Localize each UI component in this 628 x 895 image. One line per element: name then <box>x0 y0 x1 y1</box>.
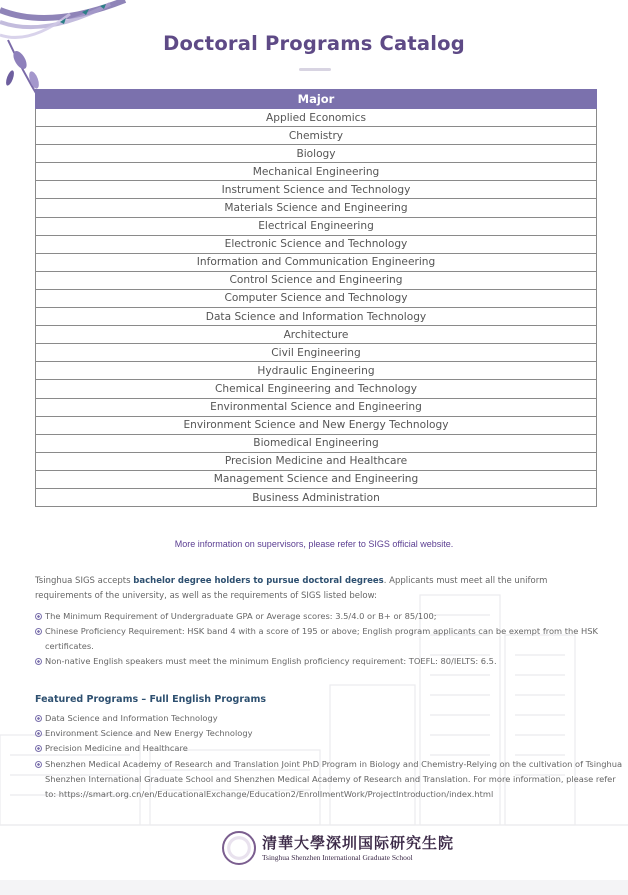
requirement-item: The Minimum Requirement of Undergraduate GPA or Average scores: 3.5/4.0 or B+ or 85/100; <box>35 609 605 624</box>
table-row: Environment Science and New Energy Technology <box>36 416 597 434</box>
university-seal-icon <box>222 831 256 865</box>
page-bottom-band <box>0 880 628 895</box>
supervisor-info-link[interactable]: More information on supervisors, please refer to SIGS official website. <box>174 539 454 549</box>
intro-paragraph <box>35 574 603 604</box>
table-row: Architecture <box>36 326 597 344</box>
table-row: Precision Medicine and Healthcare <box>36 452 597 470</box>
intro-text-before: Tsinghua SIGS accepts <box>35 576 134 586</box>
table-row: Materials Science and Engineering <box>36 199 597 217</box>
featured-item: Precision Medicine and Healthcare <box>35 741 623 756</box>
table-row: Computer Science and Technology <box>36 289 597 307</box>
featured-programs-heading: Featured Programs – Full English Programs <box>35 694 267 705</box>
requirements-list <box>35 609 605 669</box>
table-row: Electrical Engineering <box>36 217 597 235</box>
table-row: Data Science and Information Technology <box>36 308 597 326</box>
table-row: Instrument Science and Technology <box>36 181 597 199</box>
featured-item: Shenzhen Medical Academy of Research and Translation Joint PhD Program in Biology and Chemistry-Relying on the cultivation of Tsinghua Shenzhen International Graduate School and Shenzhen Medical Academy of Research and Translation. For more information, please refer to: https://smart.org.cn/en/EducationalExchange/Education2/EnrollmentWork/ProjectIntroduction/index.html <box>35 757 623 803</box>
logo-english-name: Tsinghua Shenzhen International Graduate School <box>262 853 413 862</box>
requirement-item: Non-native English speakers must meet the minimum English proficiency requirement: TOEFL: 80/IELTS: 6.5. <box>35 654 605 669</box>
table-row: Information and Communication Engineering <box>36 253 597 271</box>
tsinghua-sigs-logo <box>222 829 455 867</box>
intro-highlight: bachelor degree holders to pursue doctoral degrees <box>133 576 384 586</box>
table-row: Management Science and Engineering <box>36 470 597 488</box>
title-divider <box>299 68 331 71</box>
table-row: Electronic Science and Technology <box>36 235 597 253</box>
table-row: Business Administration <box>36 488 597 506</box>
table-row: Biomedical Engineering <box>36 434 597 452</box>
table-header-major: Major <box>36 90 597 109</box>
page-title: Doctoral Programs Catalog <box>163 32 465 55</box>
table-row: Mechanical Engineering <box>36 163 597 181</box>
intro-text-after: . Applicants must meet all the uniform requirements of the university, as well as the requirements of SIGS listed below: <box>35 576 548 601</box>
requirement-item: Chinese Proficiency Requirement: HSK band 4 with a score of 195 or above; English program applicants can be exempt from the HSK certificates. <box>35 624 605 654</box>
table-row: Control Science and Engineering <box>36 271 597 289</box>
table-row: Environmental Science and Engineering <box>36 398 597 416</box>
table-row: Hydraulic Engineering <box>36 362 597 380</box>
table-row: Biology <box>36 145 597 163</box>
logo-chinese-name: 清華大學深圳国际研究生院 <box>262 834 455 852</box>
table-row: Applied Economics <box>36 109 597 127</box>
featured-item: Data Science and Information Technology <box>35 711 623 726</box>
majors-table <box>35 89 597 507</box>
featured-item: Environment Science and New Energy Technology <box>35 726 623 741</box>
featured-programs-list <box>35 711 623 802</box>
table-row: Chemical Engineering and Technology <box>36 380 597 398</box>
table-row: Civil Engineering <box>36 344 597 362</box>
table-row: Chemistry <box>36 127 597 145</box>
